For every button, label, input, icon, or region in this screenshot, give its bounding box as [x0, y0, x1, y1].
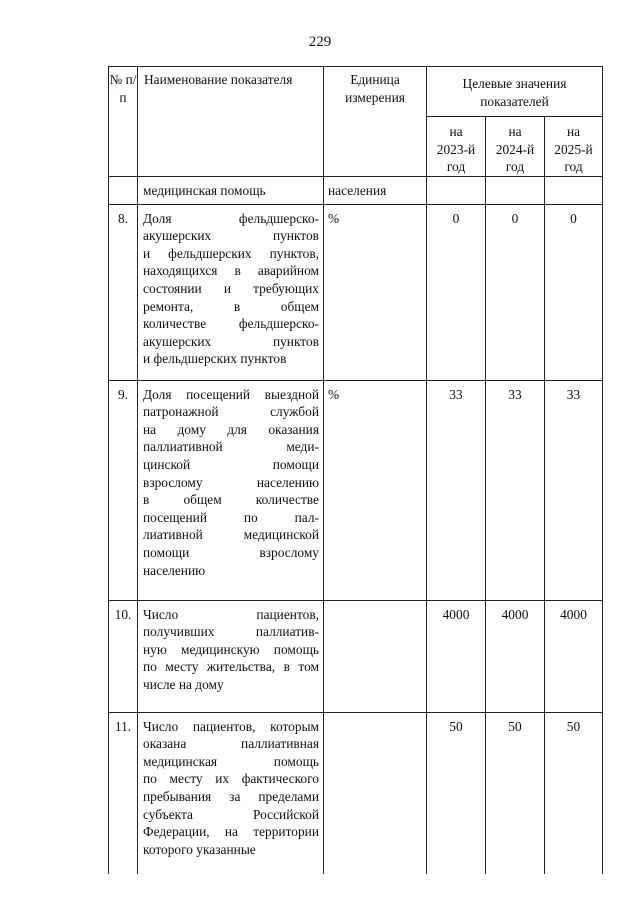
- indicator-name-line: числе на дому: [143, 676, 224, 692]
- cell-unit: %: [324, 380, 427, 600]
- indicator-name-line: акушерских пунктов: [143, 228, 319, 244]
- header-year-2023: [427, 117, 486, 177]
- year-suffix: год: [446, 159, 466, 175]
- indicator-name-line: и фельдшерских пунктов: [143, 351, 287, 367]
- indicator-name-line: Федерации, на территории: [143, 824, 319, 840]
- header-target-values: Целевые значения показателей: [427, 67, 603, 117]
- cell-unit: %: [324, 204, 427, 380]
- cell-unit: [324, 712, 427, 874]
- header-indicator-name: Наименование показателя: [138, 67, 324, 177]
- indicator-name-line: Число пациентов,: [143, 606, 319, 622]
- indicator-name-line: цинской помощи: [143, 456, 319, 472]
- cell-indicator-name: [138, 204, 324, 380]
- header-number: № п/п: [109, 67, 138, 177]
- indicator-name-line: патронажной службой: [143, 404, 319, 420]
- year-suffix: год: [564, 159, 583, 175]
- cell-value-2024: [486, 176, 545, 204]
- indicator-name-line: медицинская помощь: [143, 753, 319, 769]
- cell-number: 9.: [109, 380, 138, 600]
- cell-value-2024: 33: [486, 380, 545, 600]
- table-row: [109, 204, 603, 380]
- cell-value-2024: 50: [486, 712, 545, 874]
- indicator-name-line: лиативной медицинской: [143, 527, 319, 543]
- indicator-name-line: получивших паллиатив-: [143, 624, 319, 640]
- cell-value-2023: 50: [427, 712, 486, 874]
- indicator-name-line: в общем количестве: [143, 492, 319, 508]
- cell-value-2025: 50: [545, 712, 603, 874]
- indicator-name-line: субъекта Российской: [143, 806, 319, 822]
- cell-value-2025: 33: [545, 380, 603, 600]
- cell-value-2025: 0: [545, 204, 603, 380]
- header-unit: Единица измерения: [324, 67, 427, 177]
- indicator-name-line: паллиативной меди-: [143, 439, 319, 455]
- indicator-name-line: Доля посещений выездной: [143, 386, 319, 402]
- year-prefix: на: [449, 124, 463, 140]
- indicator-name-line: на дому для оказания: [143, 421, 319, 437]
- table-row: [109, 600, 603, 712]
- indicator-name-line: взрослому населению: [143, 474, 319, 490]
- header-year-2024: [486, 117, 545, 177]
- indicator-name-line: ную медицинскую помощь: [143, 641, 319, 657]
- year-value: 2025-й: [554, 141, 593, 157]
- table-header-row: [109, 67, 603, 117]
- cell-value-2024: 4000: [486, 600, 545, 712]
- indicator-name-line: состоянии и требующих: [143, 280, 319, 296]
- year-value: 2024-й: [495, 141, 535, 157]
- cell-number: 10.: [109, 600, 138, 712]
- page-number: 229: [308, 34, 332, 50]
- cell-indicator-name: [138, 712, 324, 874]
- cell-number: 11.: [109, 712, 138, 874]
- indicator-name-line: количестве фельдшерско-: [143, 316, 319, 332]
- indicator-name-line: акушерских пунктов: [143, 333, 319, 349]
- cell-number: [109, 176, 138, 204]
- indicators-table: [108, 66, 603, 874]
- year-prefix: на: [508, 124, 522, 140]
- year-suffix: год: [505, 159, 525, 175]
- cell-value-2025: [545, 176, 603, 204]
- cell-value-2023: 33: [427, 380, 486, 600]
- indicator-name-line: Доля фельдшерско-: [143, 210, 319, 226]
- cell-indicator-name: медицинская помощь: [138, 176, 324, 204]
- cell-indicator-name: [138, 600, 324, 712]
- indicator-name-line: ремонта, в общем: [143, 298, 319, 314]
- cell-value-2025: 4000: [545, 600, 603, 712]
- indicator-name-line: по месту жительства, в том: [143, 659, 319, 675]
- cell-value-2023: 4000: [427, 600, 486, 712]
- cell-unit: населения: [324, 176, 427, 204]
- header-year-2025: [545, 117, 603, 177]
- cell-value-2024: 0: [486, 204, 545, 380]
- cell-value-2023: [427, 176, 486, 204]
- table-row-continuation: [109, 176, 603, 204]
- table-row: [109, 380, 603, 600]
- year-prefix: на: [566, 124, 581, 140]
- indicator-name-line: по месту их фактического: [143, 771, 319, 787]
- indicator-name-line: помощи взрослому: [143, 544, 319, 560]
- indicator-name-line: которого указанные: [143, 841, 256, 857]
- indicator-name-line: оказана паллиативная: [143, 736, 319, 752]
- year-value: 2023-й: [436, 141, 476, 157]
- indicator-name-line: Число пациентов, которым: [143, 718, 319, 734]
- indicator-name-line: пребывания за пределами: [143, 788, 319, 804]
- indicator-name-line: и фельдшерских пунктов,: [143, 245, 319, 261]
- cell-number: 8.: [109, 204, 138, 380]
- table-row: [109, 712, 603, 874]
- cell-indicator-name: [138, 380, 324, 600]
- indicator-name-line: находящихся в аварийном: [143, 263, 319, 279]
- indicator-name-line: населению: [143, 562, 206, 578]
- cell-unit: [324, 600, 427, 712]
- indicator-name-line: посещений по пал-: [143, 509, 319, 525]
- cell-value-2023: 0: [427, 204, 486, 380]
